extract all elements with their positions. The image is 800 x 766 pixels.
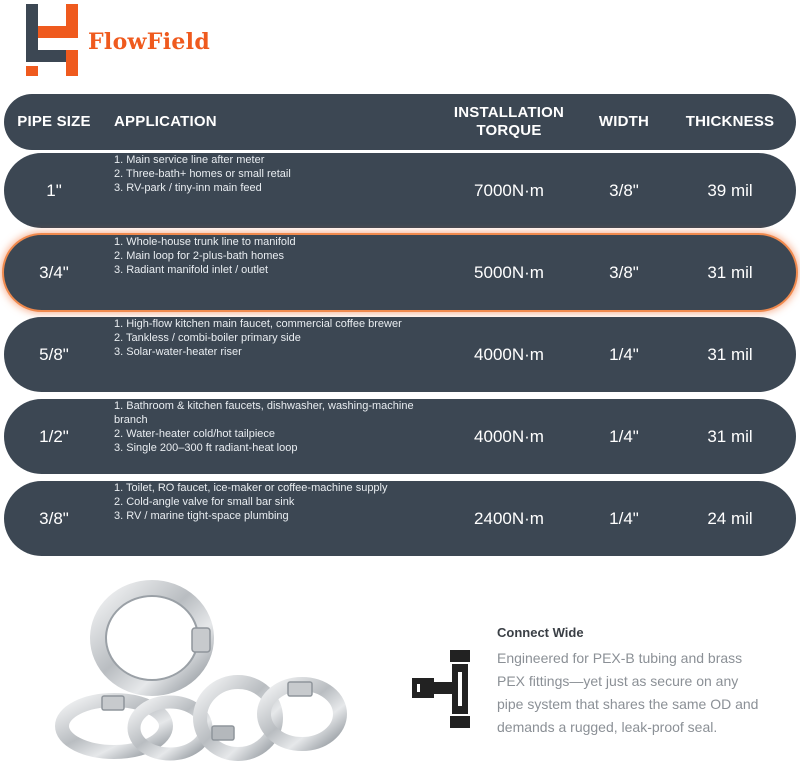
flowfield-logo-icon bbox=[22, 2, 84, 78]
thickness-value: 24 mil bbox=[707, 508, 753, 528]
info-body: Engineered for PEX-B tubing and brass PEX fittings—yet just as secure on any pipe system that shares the same OD and demands a rugged, leak-proof seal. bbox=[497, 650, 759, 735]
application-list bbox=[114, 399, 444, 474]
pipe-size-value: 1/2" bbox=[39, 426, 69, 446]
pipe-size-value: 3/4" bbox=[39, 262, 69, 282]
application-item: 2. Three-bath+ homes or small retail bbox=[114, 168, 291, 180]
header-pipe-size: PIPE SIZE bbox=[17, 113, 91, 130]
pipe-size-value: 5/8" bbox=[39, 344, 69, 364]
torque-value: 4000N·m bbox=[474, 426, 544, 446]
width-value: 3/8" bbox=[609, 180, 639, 200]
torque-value: 2400N·m bbox=[474, 508, 544, 528]
thickness-value: 39 mil bbox=[707, 180, 753, 200]
application-item: 2. Water-heater cold/hot tailpiece bbox=[114, 428, 276, 440]
tee-fitting-icon bbox=[412, 650, 474, 728]
width-value: 1/4" bbox=[609, 344, 639, 364]
header-installation-torque bbox=[444, 94, 574, 150]
header-torque-line2: TORQUE bbox=[476, 122, 542, 139]
table-header-row bbox=[4, 94, 796, 150]
application-item: 3. Solar-water-heater riser bbox=[114, 346, 242, 358]
application-item: 2. Tankless / combi-boiler primary side bbox=[114, 332, 301, 344]
width-value: 1/4" bbox=[609, 508, 639, 528]
pex-clamp-rings-image bbox=[52, 578, 352, 762]
application-list bbox=[114, 235, 444, 310]
header-thickness: THICKNESS bbox=[685, 113, 775, 130]
table-row bbox=[4, 153, 796, 228]
application-item: 3. RV / marine tight-space plumbing bbox=[114, 510, 289, 522]
torque-value: 5000N·m bbox=[474, 262, 544, 282]
info-title: Connect Wide bbox=[497, 625, 584, 640]
torque-value: 4000N·m bbox=[474, 344, 544, 364]
width-value: 1/4" bbox=[609, 426, 639, 446]
application-item: 1. Toilet, RO faucet, ice-maker or coffee-machine supply bbox=[114, 482, 388, 494]
table-row-highlighted bbox=[4, 235, 796, 310]
thickness-value: 31 mil bbox=[707, 426, 753, 446]
header-width: WIDTH bbox=[598, 113, 650, 130]
width-value: 3/8" bbox=[609, 262, 639, 282]
application-item: 1. Bathroom & kitchen faucets, dishwasher, washing-machine branch bbox=[114, 400, 414, 426]
brand-name: FlowField bbox=[88, 29, 211, 55]
application-item: 3. Radiant manifold inlet / outlet bbox=[114, 264, 269, 276]
thickness-value: 31 mil bbox=[707, 262, 753, 282]
table-row bbox=[4, 317, 796, 392]
table-row bbox=[4, 399, 796, 474]
application-item: 1. High-flow kitchen main faucet, commercial coffee brewer bbox=[114, 318, 402, 330]
pipe-size-value: 1" bbox=[46, 180, 62, 200]
pipe-size-value: 3/8" bbox=[39, 508, 69, 528]
application-item: 1. Main service line after meter bbox=[114, 154, 265, 166]
application-item: 1. Whole-house trunk line to manifold bbox=[114, 236, 296, 248]
application-item: 3. Single 200–300 ft radiant-heat loop bbox=[114, 442, 298, 454]
application-item: 2. Main loop for 2-plus-bath homes bbox=[114, 250, 284, 262]
application-list bbox=[114, 153, 444, 228]
header-application: APPLICATION bbox=[114, 113, 217, 130]
application-list bbox=[114, 317, 444, 392]
application-item: 3. RV-park / tiny-inn main feed bbox=[114, 182, 262, 194]
table-row bbox=[4, 481, 796, 556]
application-list bbox=[114, 481, 444, 556]
header-torque-line1: INSTALLATION bbox=[453, 104, 565, 121]
brand-logo bbox=[22, 2, 262, 80]
torque-value: 7000N·m bbox=[474, 180, 544, 200]
thickness-value: 31 mil bbox=[707, 344, 753, 364]
application-item: 2. Cold-angle valve for small bar sink bbox=[114, 496, 295, 508]
